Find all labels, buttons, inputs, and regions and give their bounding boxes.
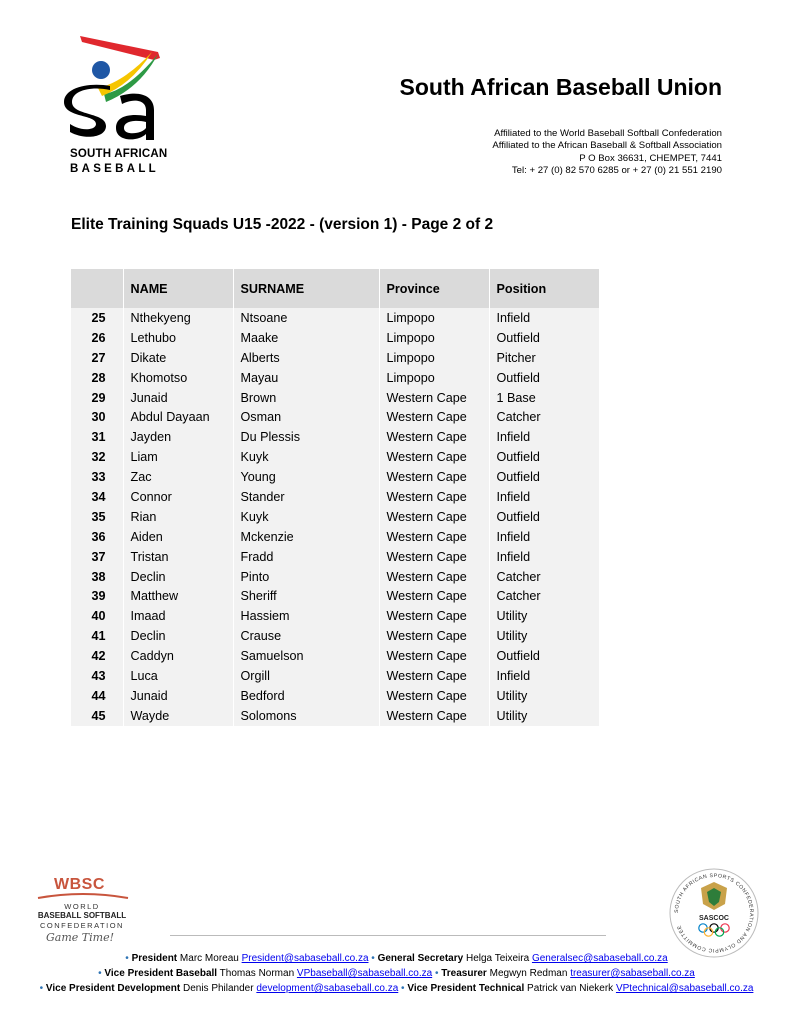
player-number: 32 bbox=[71, 447, 123, 467]
player-surname: Bedford bbox=[233, 686, 379, 706]
player-name: Junaid bbox=[123, 388, 233, 408]
player-name: Dikate bbox=[123, 348, 233, 368]
player-surname: Sheriff bbox=[233, 586, 379, 606]
player-name: Liam bbox=[123, 447, 233, 467]
player-number: 36 bbox=[71, 527, 123, 547]
table-header-row bbox=[71, 269, 599, 308]
player-number: 30 bbox=[71, 407, 123, 427]
player-surname: Kuyk bbox=[233, 507, 379, 527]
player-position: Outfield bbox=[489, 328, 599, 348]
table-row bbox=[71, 407, 599, 427]
player-name: Caddyn bbox=[123, 646, 233, 666]
player-name: Luca bbox=[123, 666, 233, 686]
wbsc-tagline: Game Time! bbox=[46, 931, 114, 944]
table-body bbox=[71, 308, 599, 726]
player-name: Jayden bbox=[123, 427, 233, 447]
player-surname: Du Plessis bbox=[233, 427, 379, 447]
table-row bbox=[71, 666, 599, 686]
player-province: Western Cape bbox=[379, 586, 489, 606]
footer-person: Denis Philander bbox=[182, 983, 254, 994]
player-surname: Mckenzie bbox=[233, 527, 379, 547]
player-number: 31 bbox=[71, 427, 123, 447]
table-row bbox=[71, 686, 599, 706]
player-surname: Samuelson bbox=[233, 646, 379, 666]
wbsc-text-confederation: CONFEDERATION bbox=[40, 921, 124, 930]
player-name: Aiden bbox=[123, 527, 233, 547]
player-name: Rian bbox=[123, 507, 233, 527]
player-position: Catcher bbox=[489, 586, 599, 606]
table-row bbox=[71, 527, 599, 547]
player-position: Catcher bbox=[489, 567, 599, 587]
table-row bbox=[71, 567, 599, 587]
sascoc-ring-text: SOUTH AFRICAN SPORTS CONFEDERATION AND OLYMPIC COMMITTEE bbox=[673, 872, 755, 954]
player-number: 37 bbox=[71, 547, 123, 567]
player-name: Nthekyeng bbox=[123, 308, 233, 328]
player-position: Infield bbox=[489, 308, 599, 328]
player-position: Outfield bbox=[489, 368, 599, 388]
player-position: Utility bbox=[489, 606, 599, 626]
player-province: Western Cape bbox=[379, 507, 489, 527]
player-province: Western Cape bbox=[379, 388, 489, 408]
player-number: 38 bbox=[71, 567, 123, 587]
player-number: 35 bbox=[71, 507, 123, 527]
table-row bbox=[71, 328, 599, 348]
player-province: Limpopo bbox=[379, 348, 489, 368]
email-link-general-secretary[interactable]: Generalsec@sabaseball.co.za bbox=[531, 953, 668, 964]
player-province: Western Cape bbox=[379, 427, 489, 447]
player-province: Limpopo bbox=[379, 328, 489, 348]
affiliation-line: Affiliated to the World Baseball Softball Confederation bbox=[494, 128, 722, 139]
squad-table bbox=[71, 269, 599, 726]
player-position: Infield bbox=[489, 547, 599, 567]
player-number: 26 bbox=[71, 328, 123, 348]
email-link-president[interactable]: President@sabaseball.co.za bbox=[241, 953, 369, 964]
player-position: 1 Base bbox=[489, 388, 599, 408]
player-position: Outfield bbox=[489, 467, 599, 487]
player-surname: Pinto bbox=[233, 567, 379, 587]
player-province: Western Cape bbox=[379, 706, 489, 726]
email-link-vp-technical[interactable]: VPtechnical@sabaseball.co.za bbox=[615, 983, 754, 994]
player-province: Western Cape bbox=[379, 646, 489, 666]
player-position: Utility bbox=[489, 706, 599, 726]
player-surname: Orgill bbox=[233, 666, 379, 686]
footer-person: Megwyn Redman bbox=[489, 968, 568, 979]
organization-title: South African Baseball Union bbox=[399, 74, 722, 100]
player-name: Khomotso bbox=[123, 368, 233, 388]
wbsc-mark: WBSC bbox=[54, 876, 105, 893]
player-surname: Maake bbox=[233, 328, 379, 348]
footer-role: Vice President Development bbox=[45, 983, 181, 994]
footer-role: General Secretary bbox=[377, 953, 464, 964]
player-position: Outfield bbox=[489, 447, 599, 467]
player-surname: Young bbox=[233, 467, 379, 487]
email-link-vp-baseball[interactable]: VPbaseball@sabaseball.co.za bbox=[296, 968, 433, 979]
player-position: Infield bbox=[489, 666, 599, 686]
player-number: 40 bbox=[71, 606, 123, 626]
table-row bbox=[71, 368, 599, 388]
player-name: Lethubo bbox=[123, 328, 233, 348]
affiliation-line: Affiliated to the African Baseball & Softball Association bbox=[492, 140, 722, 152]
wbsc-text-baseball-softball: BASEBALL SOFTBALL bbox=[37, 911, 127, 920]
player-number: 42 bbox=[71, 646, 123, 666]
player-province: Western Cape bbox=[379, 626, 489, 646]
table-row bbox=[71, 388, 599, 408]
logo-text-south-african: SOUTH AFRICAN bbox=[70, 148, 168, 160]
player-surname: Fradd bbox=[233, 547, 379, 567]
player-number: 41 bbox=[71, 626, 123, 646]
sascoc-label: SASCOC bbox=[699, 915, 729, 922]
footer-line-1 bbox=[0, 952, 793, 965]
address-line: P O Box 36631, CHEMPET, 7441 bbox=[579, 152, 722, 164]
player-position: Infield bbox=[489, 427, 599, 447]
wbsc-logo bbox=[28, 874, 138, 954]
player-name: Zac bbox=[123, 467, 233, 487]
column-header-province: Province bbox=[379, 269, 489, 308]
player-name: Junaid bbox=[123, 686, 233, 706]
bullet-icon: • bbox=[401, 983, 405, 994]
wbsc-swoosh-icon bbox=[28, 874, 138, 902]
table-row bbox=[71, 586, 599, 606]
player-number: 33 bbox=[71, 467, 123, 487]
player-province: Western Cape bbox=[379, 487, 489, 507]
bullet-icon: • bbox=[371, 953, 375, 964]
player-name: Declin bbox=[123, 567, 233, 587]
column-header-position: Position bbox=[489, 269, 599, 308]
footer-divider bbox=[170, 935, 606, 936]
sa-baseball-logo bbox=[62, 32, 172, 182]
player-province: Western Cape bbox=[379, 527, 489, 547]
player-surname: Kuyk bbox=[233, 447, 379, 467]
logo-text-baseball: BASEBALL bbox=[70, 163, 160, 175]
column-header-number bbox=[71, 269, 123, 308]
player-number: 28 bbox=[71, 368, 123, 388]
footer-line-2 bbox=[0, 967, 793, 980]
player-province: Western Cape bbox=[379, 547, 489, 567]
table-row bbox=[71, 467, 599, 487]
email-link-vp-development[interactable]: development@sabaseball.co.za bbox=[256, 983, 399, 994]
player-name: Tristan bbox=[123, 547, 233, 567]
player-position: Catcher bbox=[489, 407, 599, 427]
sascoc-logo bbox=[667, 866, 761, 960]
sascoc-emblem-icon bbox=[667, 866, 761, 960]
footer-role: Vice President Baseball bbox=[104, 968, 218, 979]
player-position: Pitcher bbox=[489, 348, 599, 368]
player-name: Imaad bbox=[123, 606, 233, 626]
column-header-name: NAME bbox=[123, 269, 233, 308]
player-number: 45 bbox=[71, 706, 123, 726]
player-surname: Osman bbox=[233, 407, 379, 427]
player-province: Western Cape bbox=[379, 606, 489, 626]
footer-person: Thomas Norman bbox=[219, 968, 295, 979]
player-province: Western Cape bbox=[379, 666, 489, 686]
footer-role: Vice President Technical bbox=[407, 983, 525, 994]
table-row bbox=[71, 646, 599, 666]
table-row bbox=[71, 606, 599, 626]
player-number: 43 bbox=[71, 666, 123, 686]
player-name: Matthew bbox=[123, 586, 233, 606]
player-province: Western Cape bbox=[379, 407, 489, 427]
player-province: Western Cape bbox=[379, 467, 489, 487]
player-position: Outfield bbox=[489, 646, 599, 666]
phone-line: Tel: + 27 (0) 82 570 6285 or + 27 (0) 21 551 2190 bbox=[511, 164, 722, 176]
player-surname: Stander bbox=[233, 487, 379, 507]
player-name: Wayde bbox=[123, 706, 233, 726]
table-row bbox=[71, 308, 599, 328]
player-surname: Mayau bbox=[233, 368, 379, 388]
table-row bbox=[71, 348, 599, 368]
player-province: Western Cape bbox=[379, 567, 489, 587]
player-surname: Ntsoane bbox=[233, 308, 379, 328]
player-number: 44 bbox=[71, 686, 123, 706]
column-header-surname: SURNAME bbox=[233, 269, 379, 308]
player-number: 29 bbox=[71, 388, 123, 408]
player-position: Infield bbox=[489, 487, 599, 507]
player-surname: Brown bbox=[233, 388, 379, 408]
sa-baseball-emblem-icon bbox=[62, 32, 172, 150]
player-name: Declin bbox=[123, 626, 233, 646]
bullet-icon: • bbox=[434, 968, 439, 979]
player-number: 25 bbox=[71, 308, 123, 328]
player-position: Utility bbox=[489, 686, 599, 706]
player-province: Limpopo bbox=[379, 308, 489, 328]
footer-line-3 bbox=[0, 982, 793, 995]
footer-person: Patrick van Niekerk bbox=[527, 983, 614, 994]
bullet-icon: • bbox=[39, 983, 44, 994]
table-row bbox=[71, 507, 599, 527]
footer-role: President bbox=[131, 953, 178, 964]
affiliation-block bbox=[492, 128, 722, 177]
email-link-treasurer[interactable]: treasurer@sabaseball.co.za bbox=[570, 968, 695, 979]
table-row bbox=[71, 427, 599, 447]
player-number: 34 bbox=[71, 487, 123, 507]
player-position: Infield bbox=[489, 527, 599, 547]
player-position: Utility bbox=[489, 626, 599, 646]
table-row bbox=[71, 626, 599, 646]
footer-person: Marc Moreau bbox=[179, 953, 239, 964]
player-surname: Hassiem bbox=[233, 606, 379, 626]
bullet-icon: • bbox=[125, 953, 129, 964]
player-position: Outfield bbox=[489, 507, 599, 527]
table-row bbox=[71, 706, 599, 726]
player-surname: Alberts bbox=[233, 348, 379, 368]
table-row bbox=[71, 547, 599, 567]
table-row bbox=[71, 487, 599, 507]
player-surname: Crause bbox=[233, 626, 379, 646]
document-title: Elite Training Squads U15 -2022 - (version 1) - Page 2 of 2 bbox=[71, 216, 494, 233]
bullet-icon: • bbox=[98, 968, 102, 979]
footer-person: Helga Teixeira bbox=[465, 953, 530, 964]
player-number: 27 bbox=[71, 348, 123, 368]
player-surname: Solomons bbox=[233, 706, 379, 726]
wbsc-text-world: WORLD bbox=[64, 902, 100, 911]
player-province: Western Cape bbox=[379, 447, 489, 467]
player-province: Western Cape bbox=[379, 686, 489, 706]
player-name: Abdul Dayaan bbox=[123, 407, 233, 427]
table-row bbox=[71, 447, 599, 467]
footer-role: Treasurer bbox=[441, 968, 487, 979]
player-province: Limpopo bbox=[379, 368, 489, 388]
player-number: 39 bbox=[71, 586, 123, 606]
player-name: Connor bbox=[123, 487, 233, 507]
